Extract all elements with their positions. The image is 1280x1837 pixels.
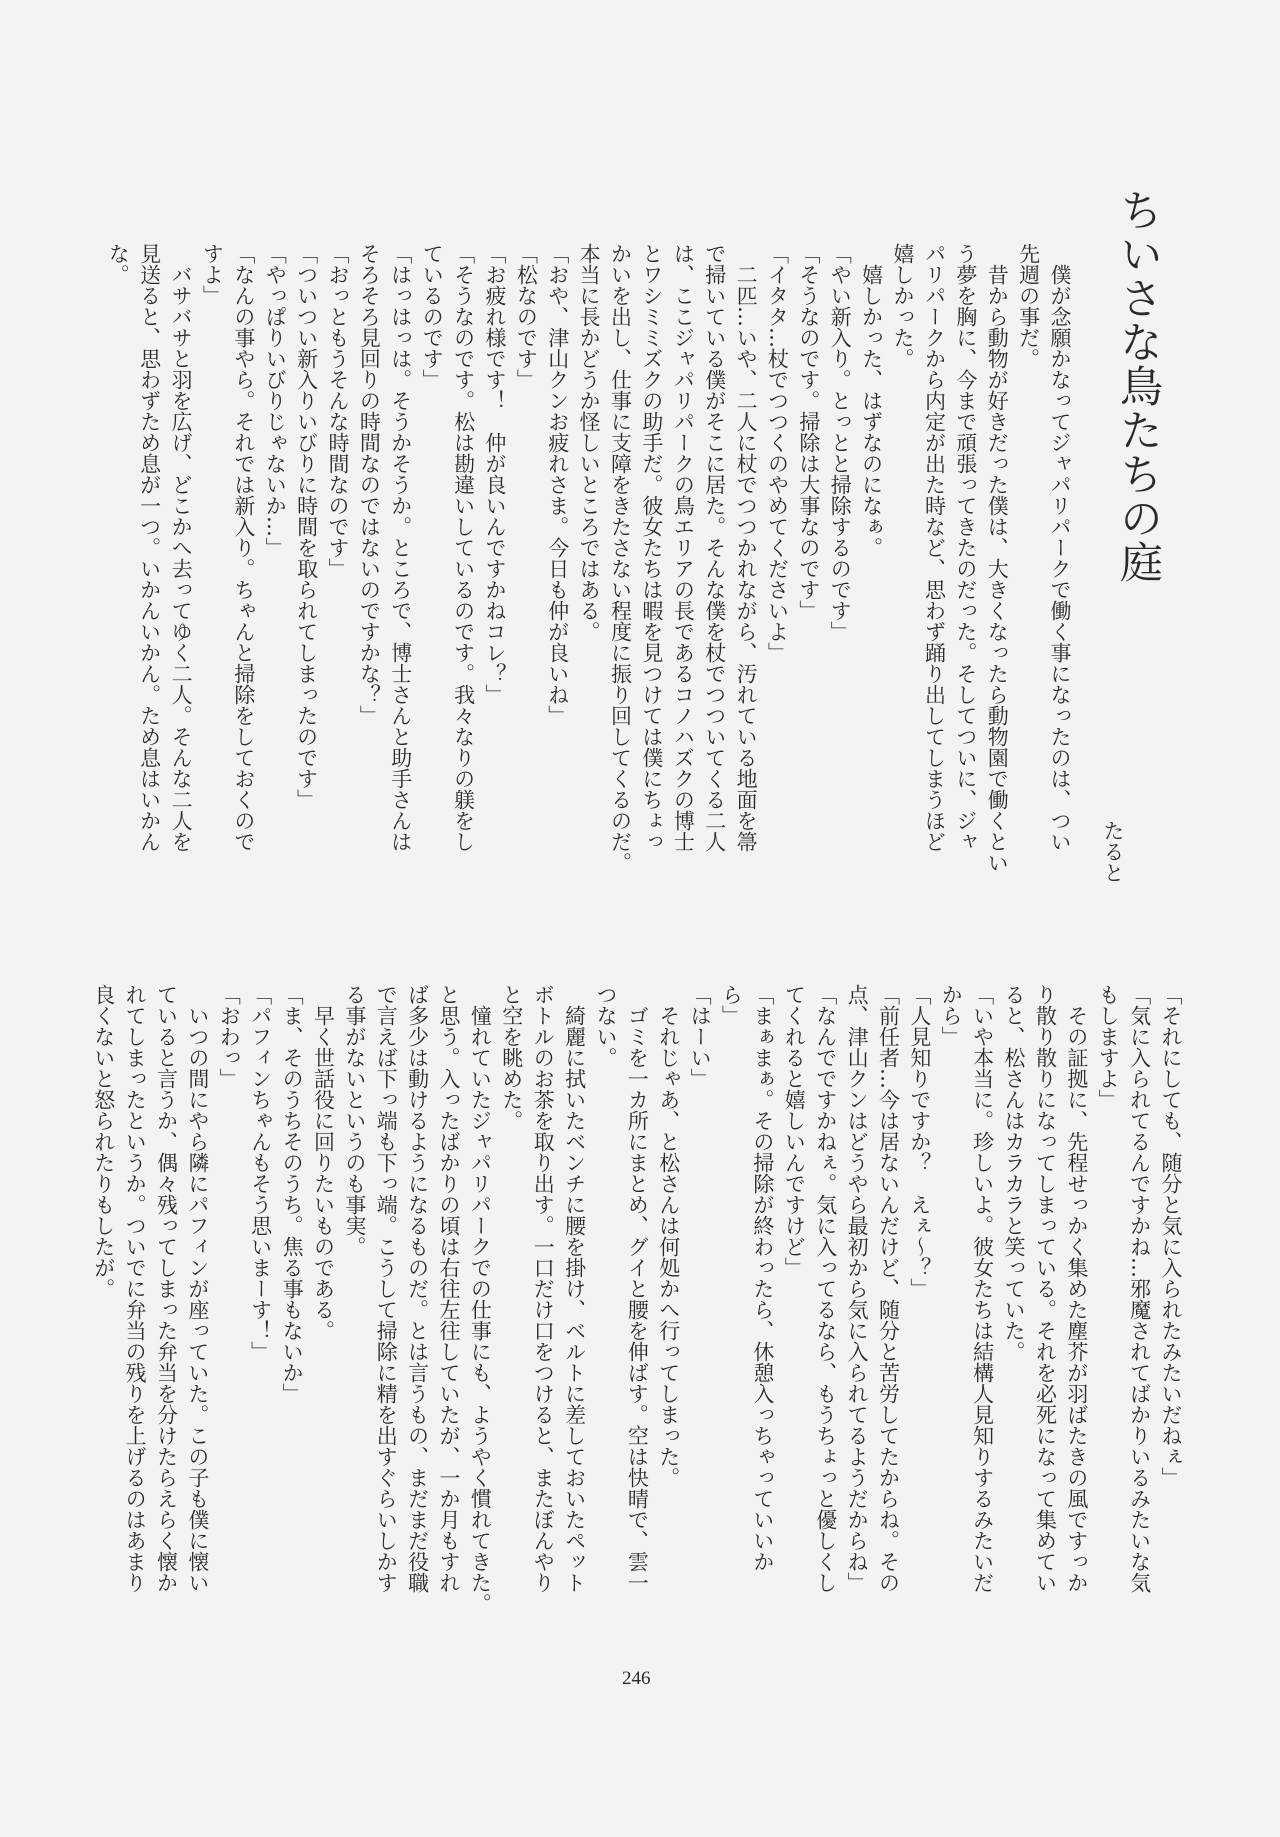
text-line: 先週の事だ。: [1016, 243, 1041, 369]
text-line: 点、津山クンはどうやら最初から気に入られてるようだからね」: [845, 984, 870, 1593]
text-line: つない。: [593, 984, 618, 1068]
text-line: 昔から動物が好きだった僕は、大きくなったら動物園で働くとい: [985, 243, 1010, 873]
text-line: 「松なのです」: [514, 243, 539, 390]
text-line: 本当に長かどうか怪しいところではある。: [577, 243, 602, 642]
text-line: 「パフィンちゃんもそう思いまーす！」: [248, 984, 273, 1362]
text-line: ているのです」: [420, 243, 445, 390]
text-line: 「なんでですかねぇ。気に入ってるなら、もうちょっと優しくし: [813, 984, 838, 1593]
text-line: 綺麗に拭いたベンチに腰を掛け、ベルトに差しておいたペット: [562, 984, 587, 1593]
text-line: ていると言うか、偶々残ってしまった弁当を分けたらえらく懐か: [154, 984, 179, 1593]
text-line: 「気に入られてるんですかね…邪魔されてばかりいるみたいな気: [1127, 984, 1152, 1593]
text-line: 「前任者…今は居ないんだけど、随分と苦労してたからね。その: [876, 984, 901, 1593]
text-line: う夢を胸に、今まで頑張ってきたのだった。そしてついに、ジャ: [953, 243, 978, 852]
text-line: ゴミを一カ所にまとめ、グイと腰を伸ばす。空は快晴で、雲一: [625, 984, 650, 1593]
text-line: ると、松さんはカラカラと笑っていた。: [1002, 984, 1027, 1362]
text-line: で言えば下っ端も下っ端。こうして掃除に精を出すぐらいしかす: [374, 984, 399, 1593]
text-line: 嬉しかった、はずなのになぁ。: [859, 243, 884, 558]
text-line: 二匹…いや、二人に杖でつつかれながら、汚れている地面を箒: [734, 243, 759, 852]
text-line: で掃いている僕がそこに居た。そんな僕を杖でつついてくる二人: [702, 243, 727, 852]
text-line: 僕が念願かなってジャパリパークで働く事になったのは、つい: [1048, 243, 1072, 852]
text-line: てくれると嬉しいんですけど」: [782, 984, 807, 1278]
text-line: 「そうなのです。掃除は大事なのです」: [796, 243, 821, 621]
text-line: 「ついつい新入りいびりに時間を取られてしまったのです」: [294, 243, 319, 810]
text-line: な。: [106, 243, 131, 285]
text-line: パリパークから内定が出た時など、思わず踊り出してしまうほど: [922, 243, 947, 852]
story-title: ちいさな鳥たちの庭: [1113, 188, 1163, 584]
text-line: 「おや、津山クンお疲れさま。今日も仲が良いね」: [545, 243, 570, 726]
text-line: り散り散りになってしまっている。それを必死になって集めてい: [1033, 984, 1058, 1593]
text-line: 「やっぱりいびりじゃないか…」: [263, 243, 288, 558]
text-line: 「なんの事やら。それでは新入り。ちゃんと掃除をしておくので: [231, 243, 256, 852]
text-line: 嬉しかった。: [891, 243, 916, 369]
text-line: 「いや本当に。珍しいよ。彼女たちは結構人見知りするみたいだ: [970, 984, 995, 1593]
upper-text-block: [102, 243, 1075, 883]
text-line: ら」: [719, 984, 744, 1026]
text-line: から」: [939, 984, 964, 1047]
text-line: と空を眺めた。: [499, 984, 524, 1131]
text-line: 「お疲れ様です！ 仲が良いんですかねコレ？」: [482, 243, 507, 705]
text-line: 良くないと怒られたりもしたが。: [91, 984, 116, 1299]
text-line: れてしまったというか。ついでに弁当の残りを上げるのはあまり: [123, 984, 148, 1593]
text-line: と思う。入ったばかりの頃は右往左往していたが、一か月もすれ: [437, 984, 462, 1593]
text-line: は、ここジャパリパークの鳥エリアの長であるコノハズクの博士: [671, 243, 696, 852]
text-line: 「はーい」: [688, 984, 713, 1089]
text-line: 「やい新入り。とっとと掃除するのです」: [828, 243, 853, 642]
text-line: 「ま、そのうちそのうち。焦る事もないか」: [280, 984, 305, 1404]
text-line: かいを出し、仕事に支障をきたさない程度に振り回してくるのだ。: [608, 243, 633, 873]
text-line: もしますよ」: [1096, 984, 1121, 1110]
text-line: それじゃあ、と松さんは何処かへ行ってしまった。: [656, 984, 681, 1488]
text-line: 「まぁまぁ。その掃除が終わったら、休憩入っちゃっていいか: [750, 984, 775, 1572]
author-name: たると: [1101, 820, 1125, 883]
text-line: 「そうなのです。松は勘違いしているのです。我々なりの躾をし: [451, 243, 476, 852]
lower-text-block: [87, 984, 1186, 1624]
text-line: 早く世話役に回りたいものである。: [311, 984, 336, 1341]
text-line: る事がないというのも事実。: [342, 984, 367, 1257]
text-line: とワシミミズクの助手だ。彼女たちは暇を見つけては僕にちょっ: [639, 243, 664, 852]
text-line: 憧れていたジャパリパークでの仕事にも、ようやく慣れてきた。: [468, 984, 493, 1614]
text-line: バサバサと羽を広げ、どこかへ去ってゆく二人。そんな二人を: [169, 243, 194, 852]
text-line: 「それにしても、随分と気に入られたみたいだねぇ」: [1159, 984, 1183, 1488]
text-line: ボトルのお茶を取り出す。一口だけ口をつけると、またぼんやり: [531, 984, 556, 1593]
text-line: いつの間にやら隣にパフィンが座っていた。この子も僕に懐い: [185, 984, 210, 1593]
text-line: そろそろ見回りの時間なのではないのですかな？」: [357, 243, 382, 726]
text-line: その証拠に、先程せっかく集めた塵芥が羽ばたきの風ですっか: [1064, 984, 1089, 1593]
text-line: 「おっともうそんな時間なのです」: [326, 243, 351, 579]
page-number: 246: [622, 1668, 651, 1689]
text-line: 「人見知りですか？ えぇ～？」: [907, 984, 932, 1299]
text-line: 見送ると、思わずため息が一つ。いかんいかん。ため息はいかん: [137, 243, 162, 852]
text-line: すよ」: [200, 243, 225, 306]
text-line: 「イタタ…杖でつつくのやめてくださいよ」: [765, 243, 790, 663]
text-line: 「はっはっは。そうかそうか。ところで、博士さんと助手さんは: [388, 243, 413, 852]
text-line: ば多少は動けるようになるものだ。とは言うもの、まだまだ役職: [405, 984, 430, 1593]
text-line: 「おわっ」: [217, 984, 242, 1089]
